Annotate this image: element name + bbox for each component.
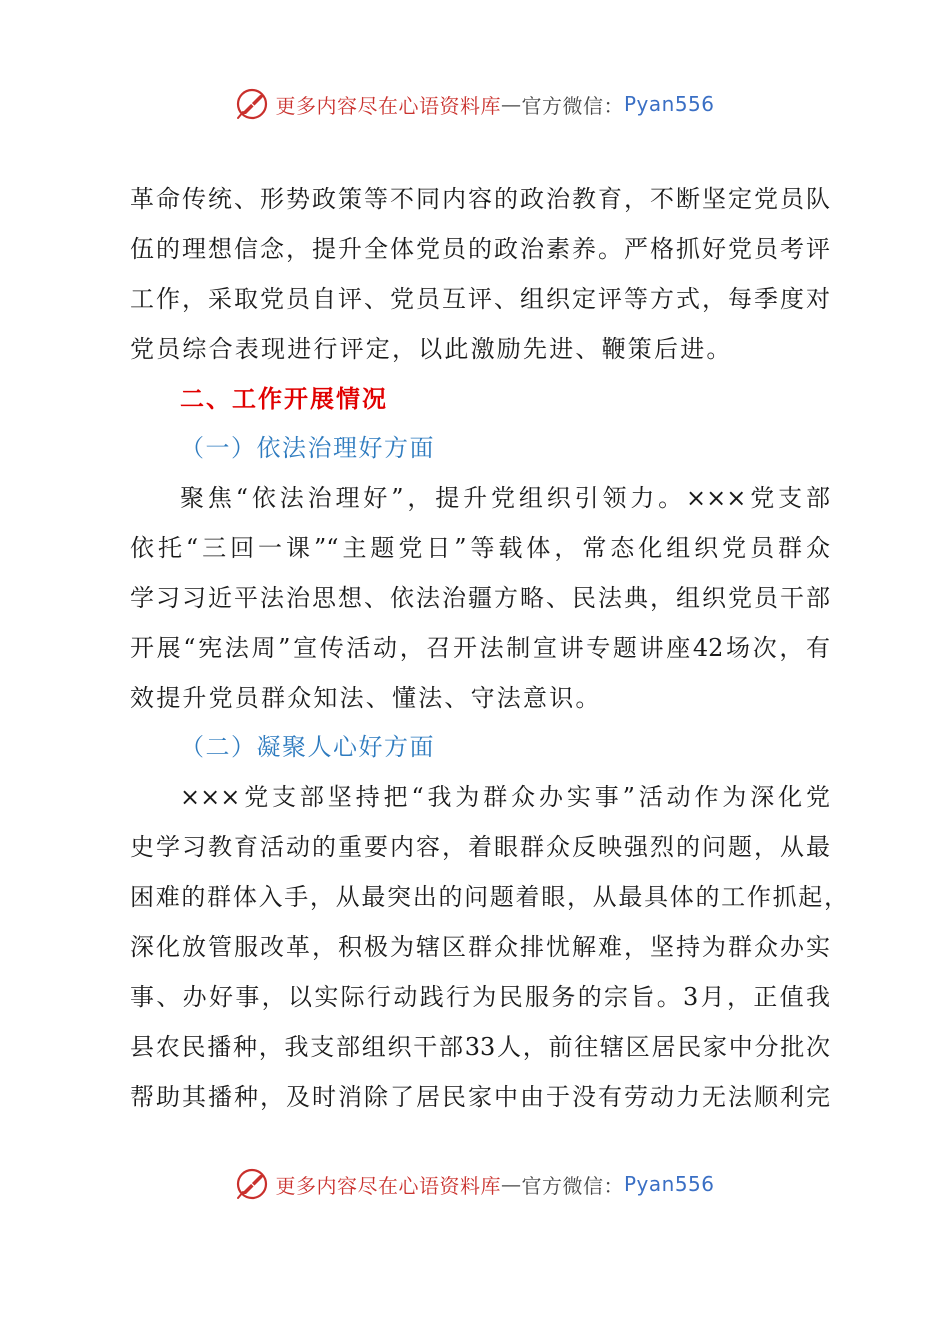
paragraph-line: 帮助其播种，及时消除了居民家中由于没有劳动力无法顺利完 [130,1083,830,1111]
paragraph-line: 伍的理想信念，提升全体党员的政治素养。严格抓好党员考评 [130,235,830,263]
subsection-heading: （一）依法治理好方面 [180,434,435,462]
paragraph-line: 县农民播种，我支部组织干部33人，前往辖区居民家中分批次 [130,1033,830,1061]
quill-pen-logo-icon [235,1167,269,1201]
paragraph-line: 依托“三回一课”“主题党日”等载体，常态化组织党员群众 [130,534,830,562]
paragraph-line: 开展“宪法周”宣传活动，召开法制宣讲专题讲座42场次，有 [130,634,830,662]
footer-watermark [0,1164,950,1204]
watermark-slogan: 更多内容尽在心语资料库 [275,93,501,118]
paragraph-line: 效提升党员群众知法、懂法、守法意识。 [130,684,602,712]
paragraph-line: 聚焦“依法治理好”，提升党组织引领力。×××党支部 [180,484,830,512]
watermark-wechat-id: Pyan556 [623,1172,715,1196]
paragraph-line: 工作，采取党员自评、党员互评、组织定评等方式，每季度对 [130,285,830,313]
paragraph-line: 学习习近平法治思想、依法治疆方略、民法典，组织党员干部 [130,584,830,612]
quill-pen-logo-icon [235,87,269,121]
paragraph-line: 困难的群体入手，从最突出的问题着眼，从最具体的工作抓起， [130,883,848,911]
watermark-wechat-id: Pyan556 [623,92,715,116]
header-watermark [0,84,950,124]
watermark-slogan: 更多内容尽在心语资料库 [275,1173,501,1198]
paragraph-line: 革命传统、形势政策等不同内容的政治教育，不断坚定党员队 [130,185,830,213]
watermark-wechat-label: 官方微信： [521,1173,624,1198]
watermark-dash: — [500,92,522,116]
watermark-dash: — [500,1172,522,1196]
paragraph-line: 党员综合表现进行评定，以此激励先进、鞭策后进。 [130,335,733,363]
subsection-heading: （二）凝聚人心好方面 [180,733,435,761]
watermark-wechat-label: 官方微信： [521,93,624,118]
section-heading: 二、工作开展情况 [180,385,388,413]
paragraph-line: 深化放管服改革，积极为辖区群众排忧解难，坚持为群众办实 [130,933,830,961]
paragraph-line: 史学习教育活动的重要内容，着眼群众反映强烈的问题，从最 [130,833,830,861]
paragraph-line: 事、办好事，以实际行动践行为民服务的宗旨。3月，正值我 [130,983,830,1011]
paragraph-line: ×××党支部坚持把“我为群众办实事”活动作为深化党 [180,783,830,811]
